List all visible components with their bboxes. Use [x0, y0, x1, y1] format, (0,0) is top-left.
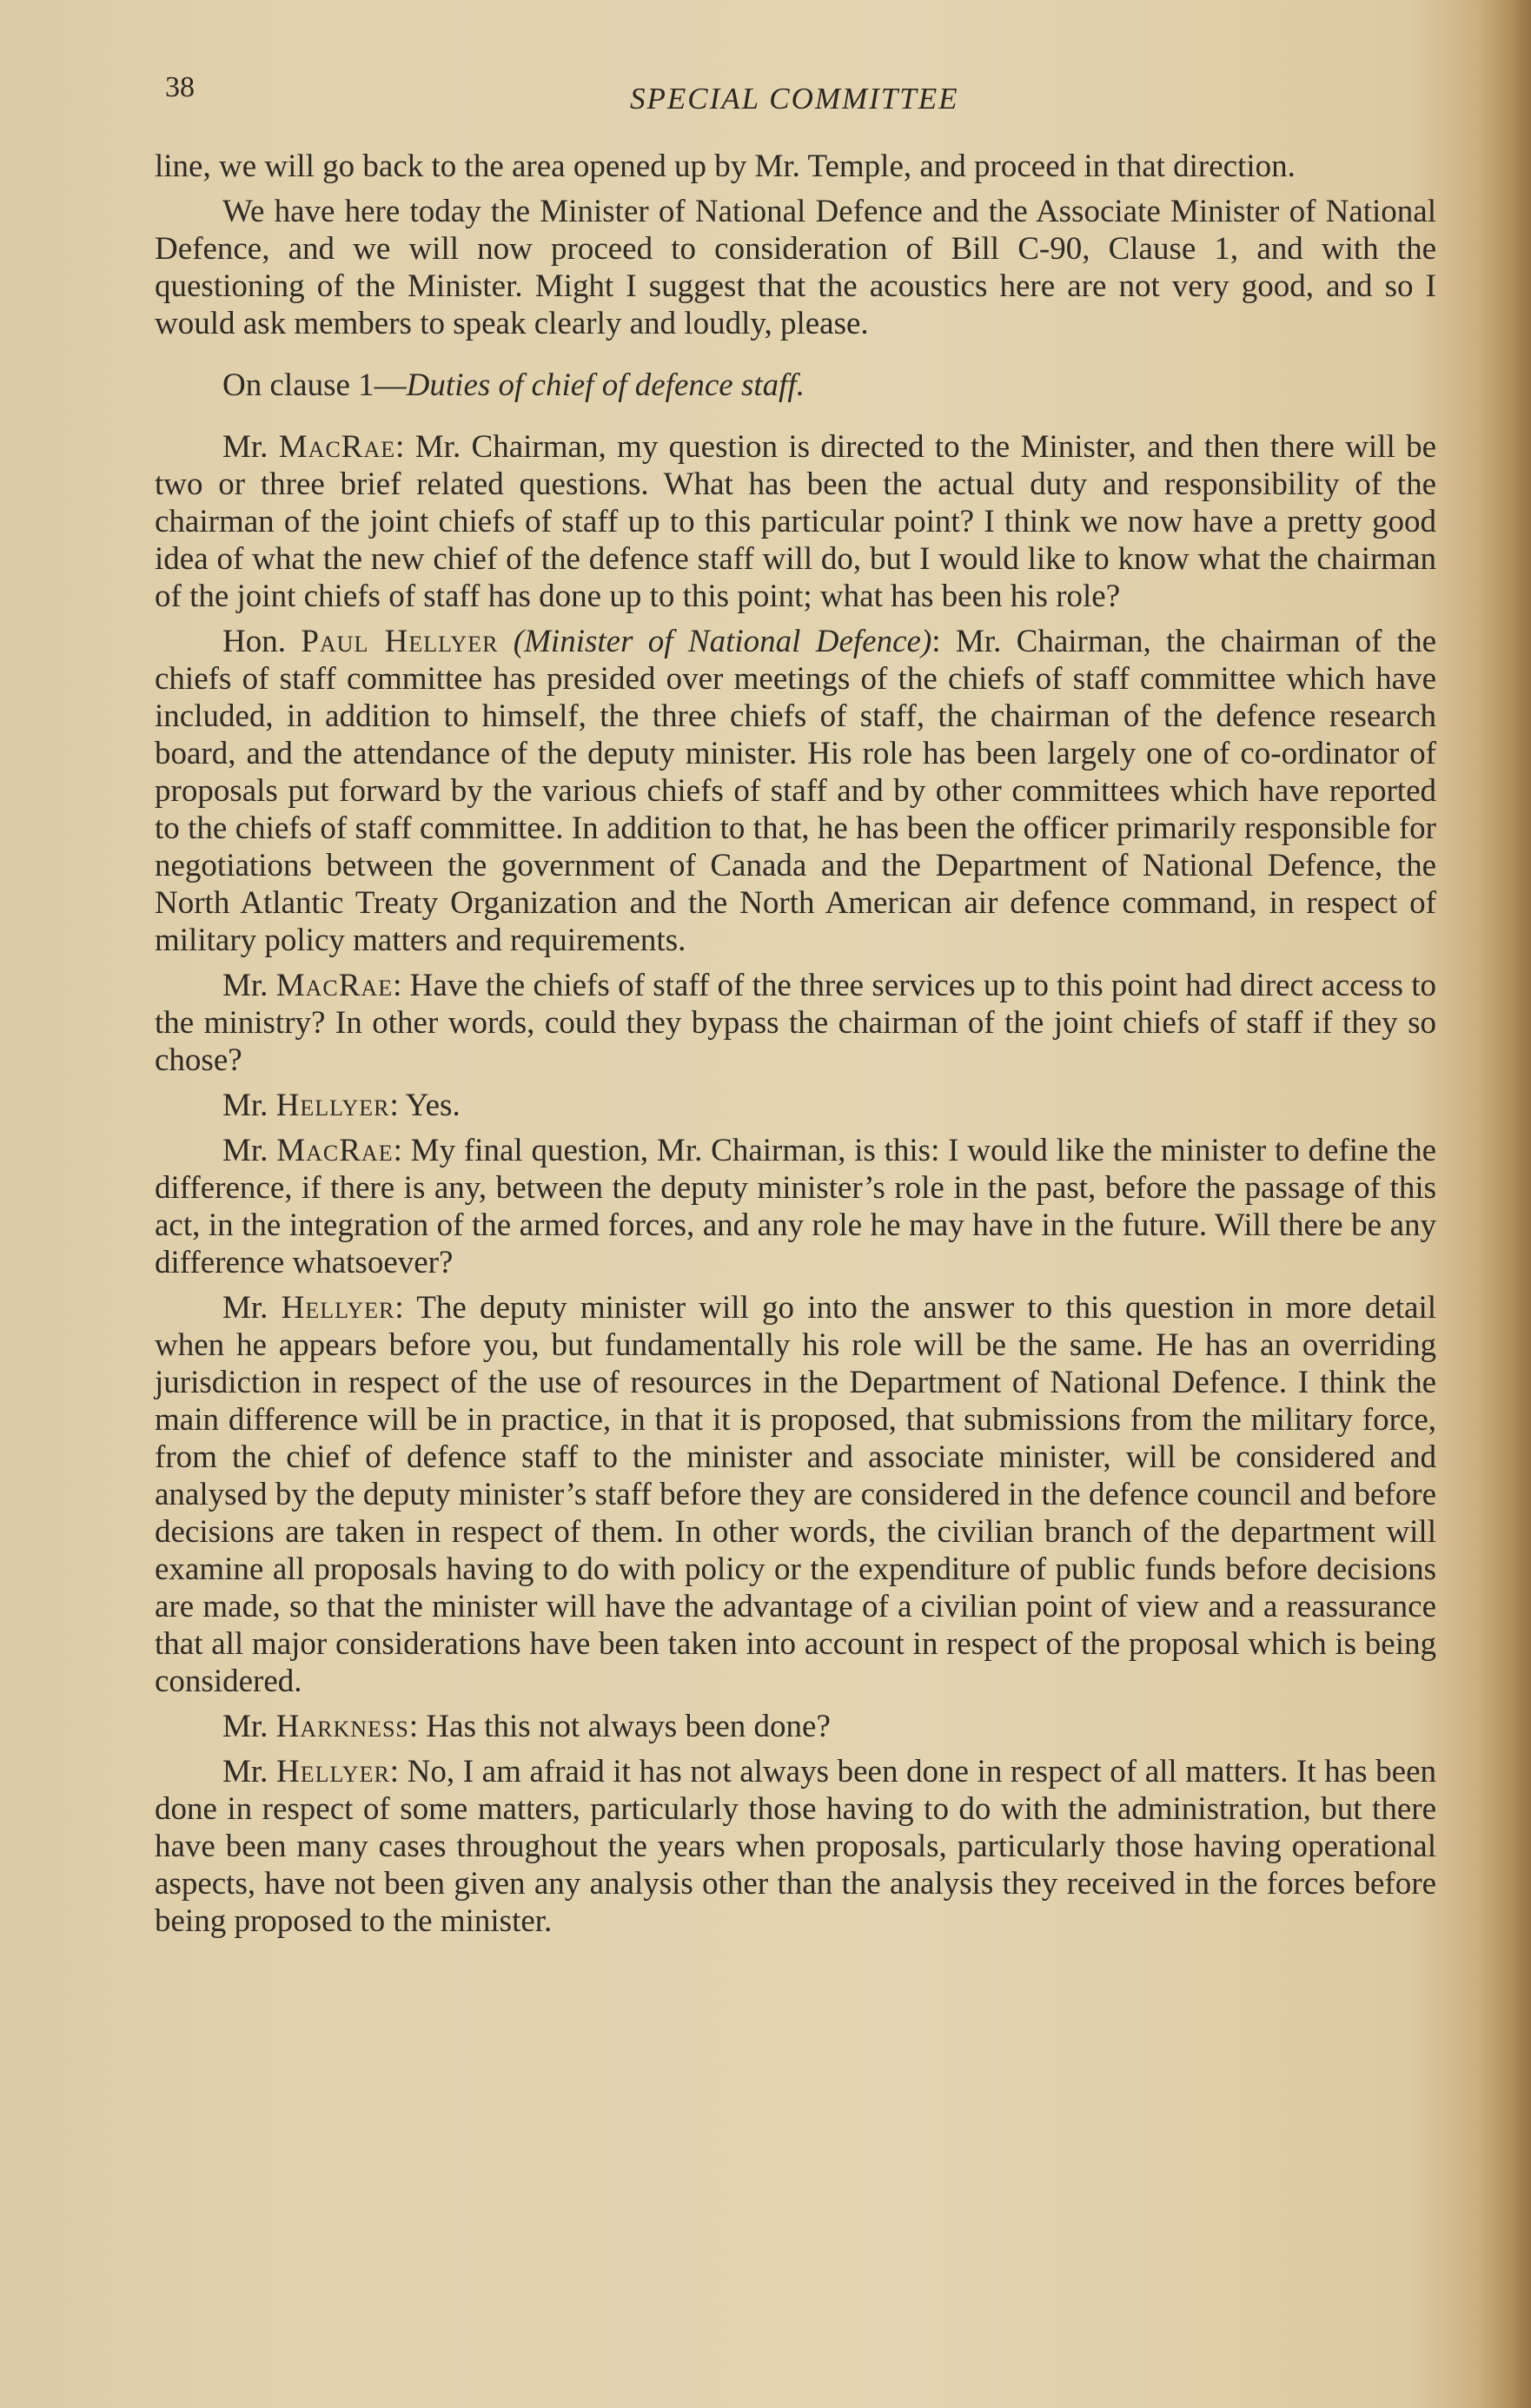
speaker-name: Hellyer [275, 1088, 390, 1123]
speech-paragraph [155, 1087, 1436, 1124]
speech-paragraph [155, 967, 1436, 1079]
speech-text: : No, I am afraid it has not always been done in respect of all matters. It has been done in respect of some matters, particularly those having to do with the administration, but there have been many cases throughout the years when proposals, particularly those having operational aspects, have not been given any analysis other than the analysis they received in the forces before being proposed to the minister. [155, 1754, 1436, 1939]
paragraph-text: We have here today the Minister of National Defence and the Associate Minister of National Defence, and we will now proceed to consideration of Bill C-90, Clause 1, and with the questioning of the Minister. Might I suggest that the acoustics here are not very good, and so I would ask members to speak clearly and loudly, please. [155, 194, 1436, 341]
speech-paragraph [155, 428, 1436, 615]
speaker-title: Mr. [222, 429, 279, 465]
speech-paragraph [155, 1708, 1436, 1745]
document-body [155, 148, 1436, 1948]
clause-heading [155, 367, 1436, 404]
speaker-name: MacRae [276, 1133, 394, 1168]
speech-text: : Mr. Chairman, the chairman of the chiefs of staff committee has presided over meetings of the chiefs of staff committee which have included, in addition to himself, the three chiefs of staff, the chairman of the defence research board, and the attendance of the deputy minister. His role has been largely one of co-ordinator of proposals put forward by the various chiefs of staff and by other committees which have reported to the chiefs of staff committee. In addition to that, he has been the officer primarily responsible for negotiations between the government of Canada and the Department of National Defence, the North Atlantic Treaty Organization and the North American air defence command, in respect of military policy matters and requirements. [155, 624, 1437, 958]
speaker-title: Mr. [222, 1088, 276, 1123]
speech-text: : Has this not always been done? [408, 1709, 831, 1744]
speech-text: : Mr. Chairman, my question is directed to the Minister, and then there will be two or three brief related questions. What has been the actual duty and responsibility of the chairman of the joint chiefs of staff up to this particular point? I think we now have a pretty good idea of what the new chief of the defence staff will do, but I would like to know what the chairman of the joint chiefs of staff has done up to this point; what has been his role? [155, 429, 1436, 614]
speech-text: : My final question, Mr. Chairman, is this: I would like the minister to define the difference, if there is any, between the deputy minister’s role in the past, before the passage of this act, in the integration of the armed forces, and any role he may have in the future. Will there be any difference whatsoever? [155, 1133, 1436, 1280]
speaker-title: Mr. [222, 968, 276, 1003]
speaker-name: Harkness [275, 1709, 409, 1744]
speaker-name: Paul Hellyer [301, 624, 499, 659]
speaker-title: Mr. [222, 1290, 282, 1326]
page-edge-shadow [1479, 0, 1531, 2408]
clause-prefix: On clause 1— [222, 367, 407, 403]
speech-text: : Have the chiefs of staff of the three services up to this point had direct access to the ministry? In other words, could they bypass the chairman of the joint chiefs of staff if they so chose? [155, 968, 1436, 1078]
running-title: SPECIAL COMMITTEE [630, 82, 959, 116]
page-header [165, 71, 1468, 123]
speech-paragraph [155, 1132, 1436, 1281]
speaker-role: (Minister of National Defence) [513, 624, 932, 659]
speech-text: : Yes. [389, 1088, 461, 1123]
speaker-name: MacRae [275, 968, 394, 1003]
speaker-name: MacRae [278, 429, 396, 465]
paragraph-text: line, we will go back to the area opened up by Mr. Temple, and proceed in that direction. [155, 149, 1296, 184]
clause-title: Duties of chief of defence staff. [406, 367, 805, 403]
speech-paragraph [155, 1753, 1436, 1940]
chairman-paragraph [155, 193, 1436, 342]
speaker-name: Hellyer [281, 1290, 395, 1326]
speaker-title: Mr. [222, 1709, 276, 1744]
speech-text: : The deputy minister will go into the answer to this question in more detail when he appears before you, but fundamentally his role will be the same. He has an overriding jurisdiction in respect of the use of resources in the Department of National Defence. I think the main difference will be in practice, in that it is proposed, that submissions from the military force, from the chief of defence staff to the minister and associate minister, will be considered and analysed by the deputy minister’s staff before they are considered in the defence council and before decisions are taken in respect of them. In other words, the civilian branch of the department will examine all proposals having to do with policy or the expenditure of public funds before decisions are made, so that the minister will have the advantage of a civilian point of view and a reassurance that all major considerations have been taken into account in respect of the proposal which is being considered. [155, 1290, 1437, 1699]
speaker-name: Hellyer [276, 1754, 390, 1789]
speaker-title: Mr. [222, 1754, 277, 1789]
speech-paragraph [155, 1289, 1436, 1700]
speaker-title: Hon. [222, 624, 302, 659]
speech-paragraph [155, 623, 1436, 959]
paragraph-continuation [155, 148, 1436, 185]
speaker-title: Mr. [222, 1133, 277, 1168]
page-number: 38 [165, 71, 195, 103]
